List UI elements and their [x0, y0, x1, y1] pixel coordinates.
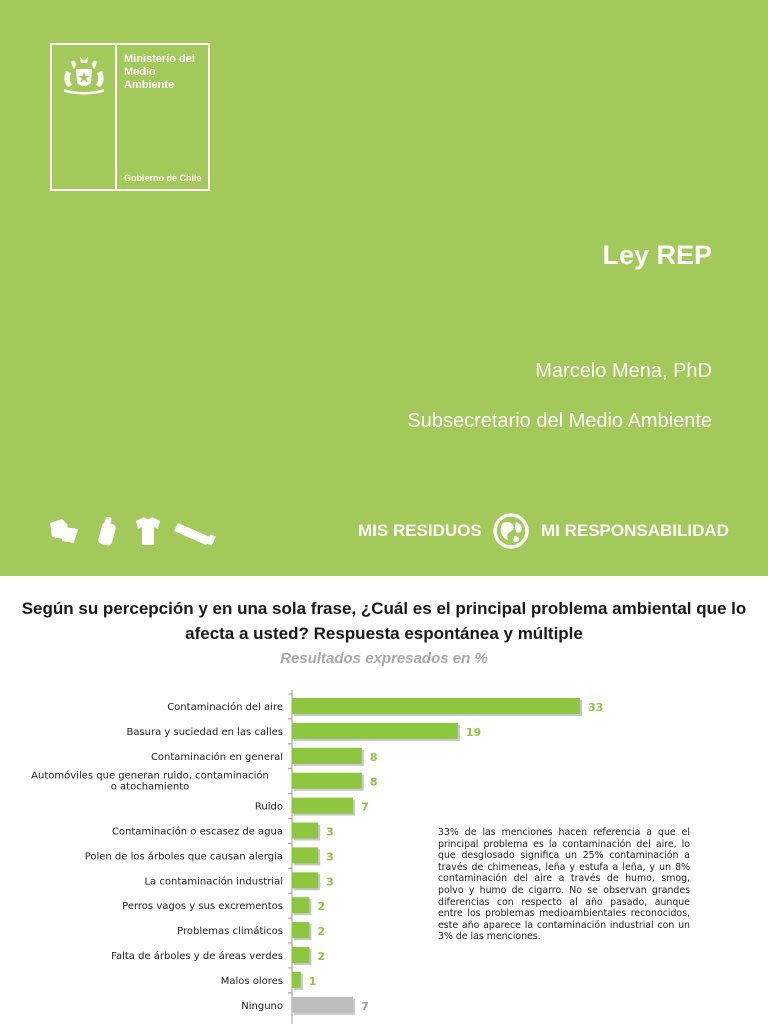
- bottle-icon: [97, 516, 116, 546]
- value-label: 33: [588, 701, 604, 714]
- category-label: Contaminación en general: [150, 751, 283, 763]
- slide-author: Marcelo Mena, PhD: [535, 360, 712, 382]
- government-name: Gobierno de Chile: [124, 173, 202, 183]
- globe-icon: [492, 512, 530, 550]
- chart-title: Según su percepción y en una sola frase, ¿Cuál es el principal problema ambiental que lo afecta a usted? Respuesta espontánea y múltiple: [21, 599, 747, 643]
- bar: [292, 972, 301, 988]
- bar: [292, 773, 362, 789]
- category-label: Ruido: [254, 801, 283, 813]
- logo-divider: [115, 45, 117, 189]
- bar: [292, 847, 318, 863]
- value-label: 2: [317, 900, 326, 914]
- category-label: La contaminación industrial: [144, 876, 283, 888]
- value-label: 8: [369, 775, 378, 789]
- bar: [292, 798, 353, 814]
- category-label: Contaminación del aire: [167, 702, 283, 713]
- bar: [292, 698, 580, 714]
- category-label: Automóviles que generan ruido, contaminación o atochamiento: [31, 770, 269, 793]
- category-label: Falta de árboles y de áreas verdes: [111, 951, 283, 962]
- value-label: 3: [326, 825, 334, 839]
- category-label: Polen de los árboles que causan alergia: [84, 851, 283, 863]
- value-label: 7: [361, 999, 369, 1013]
- recycle-items-icon: [50, 519, 78, 543]
- value-label: 3: [326, 875, 334, 889]
- slogan-right: MI RESPONSABILIDAD: [541, 521, 729, 540]
- bar: [292, 723, 458, 739]
- ministry-logo: [50, 43, 210, 191]
- chart-subtitle: Resultados expresados en %: [280, 650, 488, 667]
- category-label: Contaminación o escasez de agua: [111, 826, 283, 838]
- bar: [292, 823, 318, 839]
- bar: [292, 947, 309, 963]
- category-label: Basura y suciedad en las calles: [126, 726, 283, 738]
- category-label: Malos olores: [220, 975, 283, 987]
- waste-icons-row: [48, 513, 218, 547]
- tube-icon: [174, 523, 216, 546]
- slide-title: Ley REP: [602, 240, 712, 270]
- bar: [292, 922, 309, 938]
- bar: [292, 872, 318, 888]
- category-label: Problemas climáticos: [177, 926, 283, 938]
- value-label: 2: [317, 925, 326, 939]
- value-label: 7: [361, 800, 369, 814]
- value-label: 1: [308, 974, 317, 988]
- value-label: 2: [317, 950, 326, 963]
- value-label: 3: [326, 850, 334, 864]
- bar: [292, 897, 309, 913]
- chile-coat-of-arms-icon: [58, 55, 110, 95]
- bar: [292, 748, 362, 764]
- chart-note: 33% de las menciones hacen referencia a que el principal problema es la contaminación del aire, lo que desglosado significa un 25% contaminación a través de chimeneas, leña y estufa a leña, y un 8% contaminación del aire a través de humo, smog, polvo y humo de cigarro. No se observan grandes diferencias con respecto al año pasado, aunque entre los problemas medioambientales reconocidos, este año aparece la contaminación industrial con un 3% de las menciones.: [438, 827, 690, 943]
- slogan-left: MIS RESIDUOS: [358, 521, 482, 540]
- slide-role: Subsecretario del Medio Ambiente: [407, 410, 712, 432]
- value-label: 8: [369, 750, 378, 764]
- value-label: 19: [465, 725, 482, 739]
- category-label: Perros vagos y sus excrementos: [122, 901, 283, 913]
- category-label: Ninguno: [241, 1000, 283, 1012]
- ministry-name: Ministerio del Medio Ambiente: [124, 53, 195, 91]
- bar: [292, 997, 353, 1013]
- shirt-icon: [136, 517, 160, 545]
